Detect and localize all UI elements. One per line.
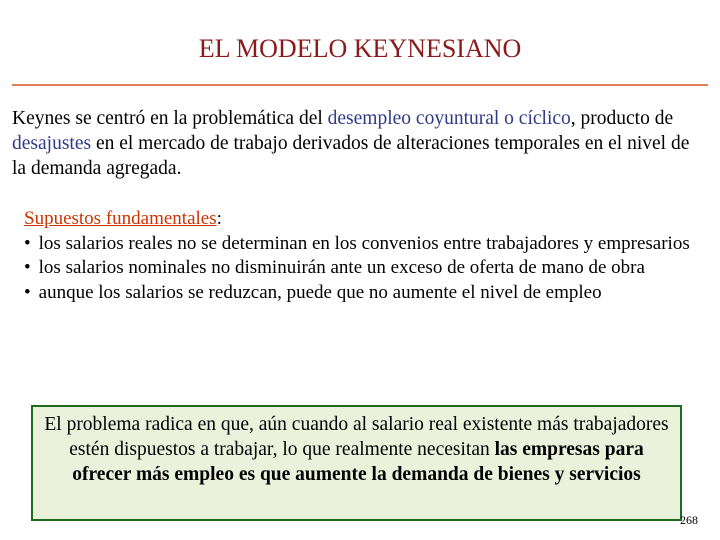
title-divider: [12, 84, 708, 86]
assumption-item-3: [24, 281, 696, 306]
intro-paragraph: [12, 106, 702, 181]
intro-text-3: en el mercado de trabajo derivados de alteraciones temporales en el nivel de la demanda agregada.: [12, 133, 690, 179]
slide-title: EL MODELO KEYNESIANO: [198, 34, 522, 63]
conclusion-bold-text: las empresas para ofrecer más empleo es que aumente la demanda de bienes y servicios: [72, 439, 644, 485]
assumption-item-2: [24, 256, 696, 281]
assumption-text: los salarios nominales no disminuirán ante un exceso de oferta de mano de obra: [38, 257, 645, 278]
conclusion-text: El problema radica en que, aún cuando al salario real existente más trabajadores estén dispuestos a trabajar, lo que realmente necesitan: [44, 414, 669, 460]
intro-text-2: , producto de: [570, 108, 674, 129]
assumptions-section: [24, 207, 696, 305]
assumptions-heading: Supuestos fundamentales: [24, 208, 217, 229]
assumptions-heading-colon: :: [216, 208, 222, 229]
bullet-icon: •: [24, 257, 31, 278]
assumption-text: los salarios reales no se determinan en los convenios entre trabajadores y empresarios: [38, 232, 690, 254]
intro-highlight-imbalances: desajustes: [12, 133, 92, 154]
bullet-icon: •: [24, 281, 31, 303]
intro-highlight-cyclical-unemployment: desempleo coyuntural o cíclico: [327, 108, 571, 129]
intro-text-1: Keynes se centró en la problemática del: [12, 108, 328, 129]
conclusion-box: [31, 405, 682, 521]
assumption-item-1: [24, 232, 696, 257]
page-number: 268: [680, 513, 698, 527]
assumption-text: aunque los salarios se reduzcan, puede que no aumente el nivel de empleo: [38, 281, 602, 303]
bullet-icon: •: [24, 232, 31, 254]
